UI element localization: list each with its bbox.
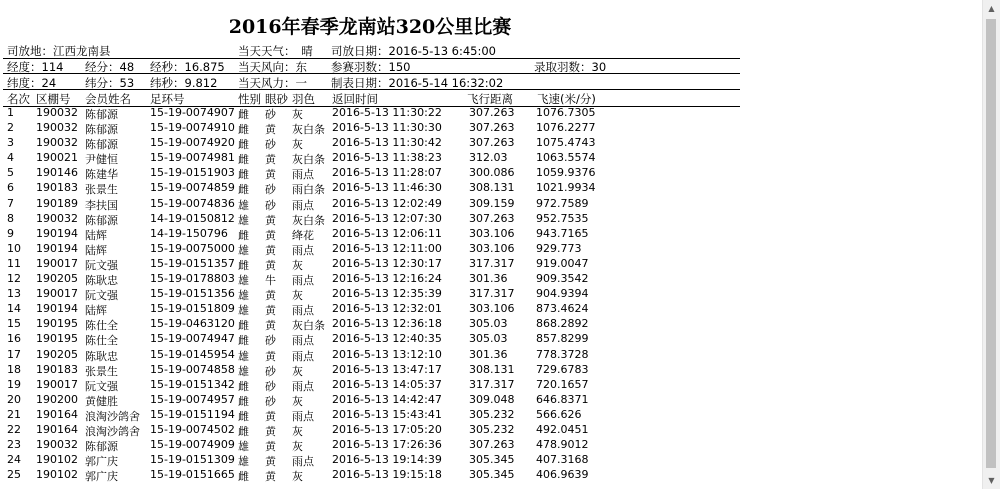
cell-feather: 雨点 [292, 168, 314, 182]
cell-rank: 7 [7, 196, 14, 210]
cell-return-time: 2016-5-13 12:30:17 [332, 256, 442, 270]
cell-member: 陈郁源 [85, 108, 118, 121]
cell-ring: 15-19-0074909 [150, 438, 235, 452]
cell-rank: 16 [7, 332, 21, 346]
cell-speed: 904.9394 [536, 287, 589, 301]
cell-sex: 雄 [238, 364, 249, 378]
longitude: 经度：114 [7, 60, 64, 74]
cell-loft: 190195 [36, 317, 78, 331]
scroll-up-icon[interactable]: ▲ [988, 4, 995, 13]
cell-eye: 黄 [265, 440, 276, 454]
cell-member: 陆辉 [85, 304, 107, 318]
cell-loft: 190194 [36, 241, 78, 255]
cell-distance: 301.36 [469, 347, 508, 361]
col-ring: 足环号 [150, 92, 185, 106]
cell-rank: 22 [7, 422, 21, 436]
cell-ring: 15-19-0075000 [150, 241, 235, 255]
cell-eye: 黄 [265, 319, 276, 333]
cell-member: 陆辉 [85, 243, 107, 257]
cell-speed: 929.773 [536, 241, 582, 255]
cell-distance: 305.03 [469, 332, 508, 346]
cell-speed: 909.3542 [536, 272, 589, 286]
cell-feather: 灰白条 [292, 319, 325, 333]
cell-member: 陈耿忠 [85, 349, 118, 363]
cell-distance: 300.086 [469, 166, 515, 180]
cell-member: 郭广庆 [85, 470, 118, 484]
col-sex: 性别 [238, 92, 261, 106]
cell-rank: 17 [7, 347, 21, 361]
cell-member: 张景生 [85, 183, 118, 197]
cell-speed: 778.3728 [536, 347, 589, 361]
col-return-time: 返回时间 [332, 92, 378, 106]
cell-distance: 305.345 [469, 453, 515, 467]
cell-sex: 雌 [238, 334, 249, 348]
cell-speed: 873.4624 [536, 302, 589, 316]
cell-return-time: 2016-5-13 11:28:07 [332, 166, 442, 180]
cell-sex: 雄 [238, 349, 249, 363]
cell-sex: 雌 [238, 183, 249, 197]
cell-loft: 190017 [36, 287, 78, 301]
entries-count: 参赛羽数：150 [331, 60, 411, 74]
cell-member: 陈郁源 [85, 123, 118, 137]
cell-rank: 20 [7, 392, 21, 406]
cell-speed: 943.7165 [536, 226, 589, 240]
cell-ring: 15-19-0151356 [150, 287, 235, 301]
cell-rank: 10 [7, 241, 21, 255]
cell-loft: 190146 [36, 166, 78, 180]
cell-return-time: 2016-5-13 11:30:22 [332, 106, 442, 119]
cell-rank: 12 [7, 272, 21, 286]
cell-rank: 25 [7, 468, 21, 482]
cell-ring: 15-19-0074836 [150, 196, 235, 210]
cell-member: 陈耿忠 [85, 274, 118, 288]
cell-loft: 190205 [36, 272, 78, 286]
cell-loft: 190164 [36, 407, 78, 421]
cell-speed: 1021.9934 [536, 181, 596, 195]
cell-member: 尹健恒 [85, 153, 118, 167]
cell-eye: 黄 [265, 424, 276, 438]
cell-eye: 黄 [265, 349, 276, 363]
cell-ring: 15-19-0074920 [150, 136, 235, 150]
cell-return-time: 2016-5-13 12:11:00 [332, 241, 442, 255]
cell-member: 郭广庆 [85, 455, 118, 469]
cell-ring: 15-19-0074859 [150, 181, 235, 195]
cell-speed: 919.0047 [536, 256, 589, 270]
cell-ring: 15-19-0151309 [150, 453, 235, 467]
cell-sex: 雌 [238, 108, 249, 121]
cell-member: 陈郁源 [85, 213, 118, 227]
cell-loft: 190195 [36, 332, 78, 346]
cell-loft: 190194 [36, 226, 78, 240]
cell-distance: 305.232 [469, 407, 515, 421]
cell-sex: 雄 [238, 198, 249, 212]
cell-ring: 15-19-0151342 [150, 377, 235, 391]
cell-return-time: 2016-5-13 19:15:18 [332, 468, 442, 482]
cell-rank: 15 [7, 317, 21, 331]
cell-ring: 15-19-0151665 [150, 468, 235, 482]
cell-loft: 190021 [36, 151, 78, 165]
cell-return-time: 2016-5-13 11:38:23 [332, 151, 442, 165]
cell-ring: 15-19-0151194 [150, 407, 235, 421]
cell-distance: 303.106 [469, 302, 515, 316]
cell-member: 阮文强 [85, 379, 118, 393]
cell-feather: 雨点 [292, 349, 314, 363]
cell-sex: 雌 [238, 228, 249, 242]
cell-sex: 雌 [238, 138, 249, 152]
cell-ring: 15-19-0074947 [150, 332, 235, 346]
cell-speed: 478.9012 [536, 438, 589, 452]
cell-sex: 雌 [238, 424, 249, 438]
divider-2 [3, 73, 740, 74]
cell-distance: 301.36 [469, 272, 508, 286]
cell-member: 浪淘沙鸽舍 [85, 409, 140, 423]
cell-ring: 15-19-0074981 [150, 151, 235, 165]
cell-ring: 15-19-0151809 [150, 302, 235, 316]
report-title: 2016年春季龙南站320公里比赛 [228, 16, 512, 38]
cell-eye: 砂 [265, 138, 276, 152]
cell-loft: 190032 [36, 136, 78, 150]
cell-rank: 8 [7, 211, 14, 225]
cell-feather: 灰白条 [292, 123, 325, 137]
cell-eye: 牛 [265, 274, 276, 288]
cell-return-time: 2016-5-13 13:12:10 [332, 347, 442, 361]
cell-rank: 19 [7, 377, 21, 391]
col-loft: 区棚号 [36, 92, 71, 106]
cell-sex: 雄 [238, 455, 249, 469]
cell-member: 阮文强 [85, 289, 118, 303]
cell-distance: 305.03 [469, 317, 508, 331]
cell-speed: 1063.5574 [536, 151, 596, 165]
cell-ring: 15-19-0074957 [150, 392, 235, 406]
cell-sex: 雄 [238, 274, 249, 288]
cell-eye: 黄 [265, 123, 276, 137]
longitude-minutes: 经分：48 [85, 60, 135, 74]
cell-eye: 黄 [265, 304, 276, 318]
cell-return-time: 2016-5-13 11:30:42 [332, 136, 442, 150]
cell-eye: 砂 [265, 183, 276, 197]
cell-loft: 190032 [36, 438, 78, 452]
cell-sex: 雌 [238, 319, 249, 333]
cell-return-time: 2016-5-13 12:02:49 [332, 196, 442, 210]
cell-feather: 灰 [292, 138, 303, 152]
cell-sex: 雄 [238, 243, 249, 257]
cell-feather: 雨点 [292, 379, 314, 393]
latitude-seconds: 纬秒：9.812 [150, 76, 218, 90]
cell-distance: 307.263 [469, 121, 515, 135]
cell-speed: 646.8371 [536, 392, 589, 406]
release-date: 司放日期：2016-5-13 6:45:00 [331, 44, 497, 58]
col-member: 会员姓名 [85, 92, 131, 106]
cell-loft: 190200 [36, 392, 78, 406]
cell-loft: 190205 [36, 347, 78, 361]
cell-loft: 190102 [36, 453, 78, 467]
cell-distance: 303.106 [469, 226, 515, 240]
cell-eye: 砂 [265, 198, 276, 212]
cell-return-time: 2016-5-13 12:07:30 [332, 211, 442, 225]
cell-speed: 407.3168 [536, 453, 589, 467]
cell-rank: 4 [7, 151, 14, 165]
cell-return-time: 2016-5-13 12:06:11 [332, 226, 442, 240]
cell-loft: 190183 [36, 181, 78, 195]
cell-speed: 1075.4743 [536, 136, 596, 150]
cell-eye: 砂 [265, 394, 276, 408]
cell-rank: 3 [7, 136, 14, 150]
cell-speed: 1059.9376 [536, 166, 596, 180]
cell-sex: 雌 [238, 409, 249, 423]
cell-rank: 14 [7, 302, 21, 316]
wind-direction: 当天风向：东 [238, 60, 307, 74]
cell-feather: 灰白条 [292, 213, 325, 227]
vertical-scrollbar[interactable] [982, 0, 1000, 489]
cell-loft: 190194 [36, 302, 78, 316]
cell-member: 浪淘沙鸽舍 [85, 424, 140, 438]
cell-ring: 15-19-0151903 [150, 166, 235, 180]
cell-speed: 857.8299 [536, 332, 589, 346]
cell-eye: 砂 [265, 108, 276, 121]
cell-feather: 灰 [292, 108, 303, 121]
cell-rank: 23 [7, 438, 21, 452]
cell-ring: 15-19-0145954 [150, 347, 235, 361]
cell-feather: 雨点 [292, 409, 314, 423]
cell-sex: 雌 [238, 123, 249, 137]
latitude: 纬度：24 [7, 76, 57, 90]
cell-return-time: 2016-5-13 12:32:01 [332, 302, 442, 316]
cell-ring: 14-19-0150812 [150, 211, 235, 225]
cell-eye: 黄 [265, 470, 276, 484]
cell-eye: 黄 [265, 228, 276, 242]
cell-ring: 15-19-0151357 [150, 256, 235, 270]
cell-member: 陈郁源 [85, 138, 118, 152]
divider-3 [3, 89, 740, 90]
cell-feather: 灰白条 [292, 153, 325, 167]
cell-eye: 砂 [265, 379, 276, 393]
cell-loft: 190102 [36, 468, 78, 482]
cell-feather: 绛花 [292, 228, 314, 242]
cell-return-time: 2016-5-13 12:35:39 [332, 287, 442, 301]
scroll-down-icon[interactable]: ▼ [988, 476, 995, 485]
cell-distance: 317.317 [469, 287, 515, 301]
cell-member: 张景生 [85, 364, 118, 378]
cell-eye: 黄 [265, 409, 276, 423]
cell-feather: 灰 [292, 258, 303, 272]
cell-return-time: 2016-5-13 14:05:37 [332, 377, 442, 391]
cell-rank: 21 [7, 407, 21, 421]
cell-return-time: 2016-5-13 11:30:30 [332, 121, 442, 135]
cell-return-time: 2016-5-13 12:36:18 [332, 317, 442, 331]
cell-feather: 灰 [292, 470, 303, 484]
cell-feather: 灰 [292, 289, 303, 303]
cell-eye: 黄 [265, 258, 276, 272]
cell-distance: 309.048 [469, 392, 515, 406]
cell-distance: 303.106 [469, 241, 515, 255]
cell-rank: 2 [7, 121, 14, 135]
cell-ring: 15-19-0178803 [150, 272, 235, 286]
cell-loft: 190032 [36, 121, 78, 135]
cell-sex: 雌 [238, 470, 249, 484]
cell-eye: 黄 [265, 168, 276, 182]
cell-speed: 868.2892 [536, 317, 589, 331]
cell-member: 陆辉 [85, 228, 107, 242]
cell-rank: 9 [7, 226, 14, 240]
cell-distance: 308.131 [469, 362, 515, 376]
cell-distance: 307.263 [469, 438, 515, 452]
cell-ring: 15-19-0074910 [150, 121, 235, 135]
cell-eye: 黄 [265, 289, 276, 303]
info-row-2 [5, 58, 745, 74]
cell-speed: 566.626 [536, 407, 582, 421]
cell-eye: 黄 [265, 213, 276, 227]
divider-1 [3, 58, 740, 59]
cell-feather: 灰 [292, 364, 303, 378]
cell-ring: 14-19-150796 [150, 226, 228, 240]
info-row-1 [5, 42, 745, 58]
cell-distance: 307.263 [469, 136, 515, 150]
col-speed: 飞速(米/分) [537, 92, 596, 106]
cell-ring: 15-19-0463120 [150, 317, 235, 331]
cell-distance: 305.345 [469, 468, 515, 482]
cell-sex: 雄 [238, 304, 249, 318]
cell-member: 陈仕全 [85, 334, 118, 348]
cell-distance: 307.263 [469, 211, 515, 225]
cell-return-time: 2016-5-13 17:05:20 [332, 422, 442, 436]
cell-feather: 雨点 [292, 274, 314, 288]
cell-rank: 1 [7, 106, 14, 119]
cell-speed: 1076.7305 [536, 106, 596, 119]
cell-member: 陈仕全 [85, 319, 118, 333]
release-place: 司放地：江西龙南县 [7, 44, 111, 58]
cell-return-time: 2016-5-13 13:47:17 [332, 362, 442, 376]
cell-eye: 砂 [265, 334, 276, 348]
cell-speed: 1076.2277 [536, 121, 596, 135]
cell-feather: 雨白条 [292, 183, 325, 197]
cell-speed: 972.7589 [536, 196, 589, 210]
weather: 当天天气： 晴 [238, 44, 313, 58]
race-info [5, 42, 745, 90]
cell-return-time: 2016-5-13 15:43:41 [332, 407, 442, 421]
cell-return-time: 2016-5-13 12:16:24 [332, 272, 442, 286]
cell-member: 李扶国 [85, 198, 118, 212]
cell-member: 阮文强 [85, 258, 118, 272]
wind-force: 当天风力：一 [238, 76, 307, 90]
cell-feather: 雨点 [292, 304, 314, 318]
cell-feather: 雨点 [292, 198, 314, 212]
cell-sex: 雌 [238, 168, 249, 182]
cell-sex: 雄 [238, 289, 249, 303]
cell-speed: 952.7535 [536, 211, 589, 225]
cell-feather: 灰 [292, 440, 303, 454]
cell-distance: 309.159 [469, 196, 515, 210]
cell-loft: 190032 [36, 106, 78, 119]
cell-distance: 307.263 [469, 106, 515, 119]
cell-member: 陈建华 [85, 168, 118, 182]
cell-loft: 190017 [36, 256, 78, 270]
cell-eye: 黄 [265, 153, 276, 167]
scroll-thumb[interactable] [986, 19, 996, 468]
latitude-minutes: 纬分：53 [85, 76, 135, 90]
cell-return-time: 2016-5-13 11:46:30 [332, 181, 442, 195]
cell-member: 陈郁源 [85, 440, 118, 454]
cell-return-time: 2016-5-13 17:26:36 [332, 438, 442, 452]
cell-feather: 雨点 [292, 334, 314, 348]
awarded-count: 录取羽数：30 [534, 60, 607, 74]
cell-rank: 18 [7, 362, 21, 376]
cell-return-time: 2016-5-13 14:42:47 [332, 392, 442, 406]
cell-return-time: 2016-5-13 12:40:35 [332, 332, 442, 346]
cell-sex: 雄 [238, 440, 249, 454]
cell-rank: 24 [7, 453, 21, 467]
cell-speed: 406.9639 [536, 468, 589, 482]
cell-distance: 312.03 [469, 151, 508, 165]
cell-ring: 15-19-0074502 [150, 422, 235, 436]
cell-feather: 灰 [292, 394, 303, 408]
cell-eye: 黄 [265, 455, 276, 469]
longitude-seconds: 经秒：16.875 [150, 60, 225, 74]
cell-rank: 13 [7, 287, 21, 301]
cell-rank: 6 [7, 181, 14, 195]
cell-sex: 雌 [238, 394, 249, 408]
report-date: 制表日期：2016-5-14 16:32:02 [331, 76, 504, 90]
cell-loft: 190017 [36, 377, 78, 391]
cell-feather: 雨点 [292, 455, 314, 469]
info-row-3 [5, 74, 745, 90]
cell-speed: 729.6783 [536, 362, 589, 376]
cell-distance: 317.317 [469, 256, 515, 270]
col-eye: 眼砂 [265, 92, 288, 106]
cell-sex: 雄 [238, 213, 249, 227]
cell-loft: 190189 [36, 196, 78, 210]
cell-speed: 492.0451 [536, 422, 589, 436]
col-feather: 羽色 [292, 92, 315, 106]
col-distance: 飞行距离 [467, 92, 513, 106]
cell-member: 黄健胜 [85, 394, 118, 408]
cell-distance: 317.317 [469, 377, 515, 391]
cell-feather: 灰 [292, 424, 303, 438]
cell-rank: 11 [7, 256, 21, 270]
cell-ring: 15-19-0074907 [150, 106, 235, 119]
cell-loft: 190183 [36, 362, 78, 376]
cell-feather: 雨点 [292, 243, 314, 257]
cell-loft: 190164 [36, 422, 78, 436]
cell-distance: 305.232 [469, 422, 515, 436]
cell-ring: 15-19-0074858 [150, 362, 235, 376]
cell-sex: 雌 [238, 379, 249, 393]
cell-distance: 308.131 [469, 181, 515, 195]
cell-sex: 雌 [238, 258, 249, 272]
cell-eye: 黄 [265, 243, 276, 257]
cell-eye: 砂 [265, 364, 276, 378]
cell-speed: 720.1657 [536, 377, 589, 391]
cell-sex: 雌 [238, 153, 249, 167]
cell-loft: 190032 [36, 211, 78, 225]
cell-return-time: 2016-5-13 19:14:39 [332, 453, 442, 467]
cell-rank: 5 [7, 166, 14, 180]
col-rank: 名次 [7, 92, 30, 106]
